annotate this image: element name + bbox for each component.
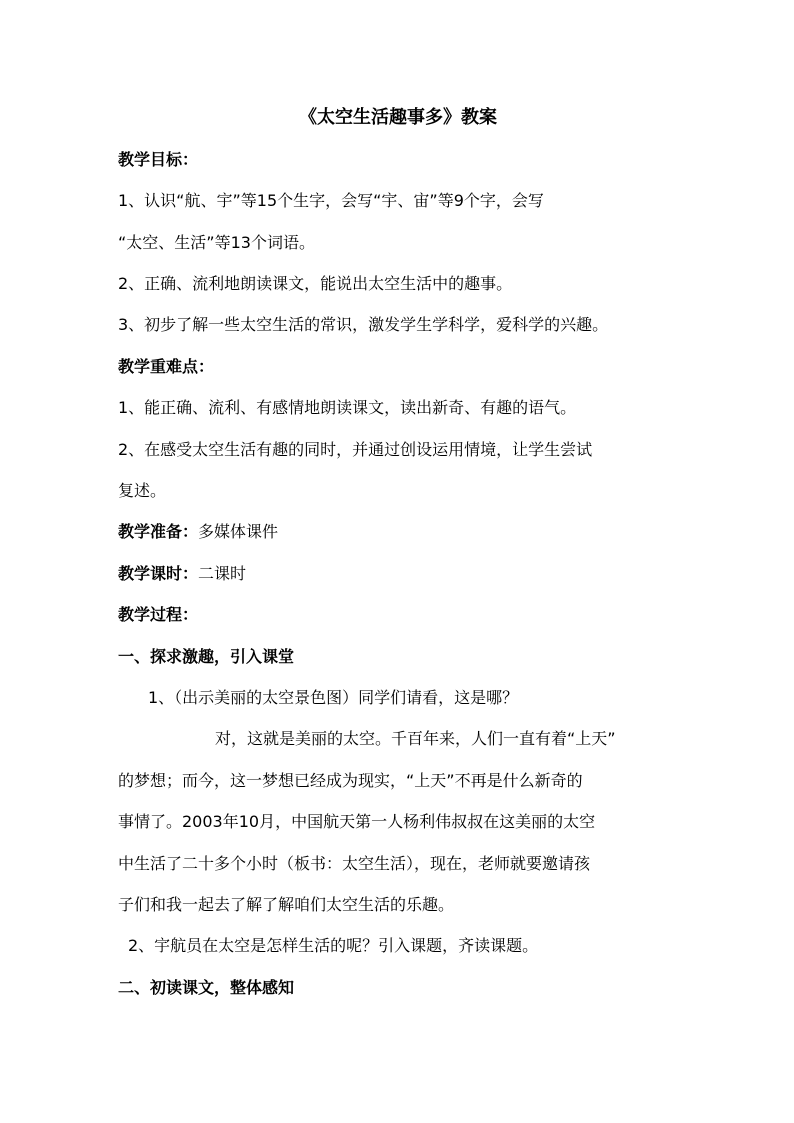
goal-item-3: 3、初步了解一些太空生活的常识，激发学生学科学，爱科学的兴趣。: [118, 315, 609, 334]
key-point-item-1: 1、能正确、流利、有感情地朗读课文，读出新奇、有趣的语气。: [118, 398, 577, 417]
goal-item-1-line-2: “太空、生活”等13个词语。: [118, 233, 315, 252]
section-1-step-1: 1、（出示美丽的太空景色图）同学们请看，这是哪？: [148, 688, 519, 707]
hours-row: [118, 564, 246, 584]
hours-label: 教学课时：: [118, 564, 199, 583]
document-title: 《太空生活趣事多》教案: [299, 107, 497, 128]
preparation-row: [118, 522, 278, 542]
preparation-value: 多媒体课件: [198, 522, 279, 541]
process-heading: 教学过程：: [118, 605, 199, 624]
key-point-item-2-line-2: 复述。: [118, 481, 167, 500]
goals-heading: 教学目标：: [118, 150, 199, 169]
key-point-item-2-line-1: 2、在感受太空生活有趣的同时，并通过创设运用情境，让学生尝试: [118, 440, 593, 459]
section-1-heading: 一、探求激趣，引入课堂: [118, 647, 295, 666]
section-1-paragraph-line-5: 子们和我一起去了解了解咱们太空生活的乐趣。: [118, 895, 455, 914]
section-1-paragraph-line-3: 事情了。2003年10月，中国航天第一人杨利伟叔叔在这美丽的太空: [118, 812, 596, 831]
key-points-heading: 教学重难点：: [118, 357, 215, 376]
preparation-label: 教学准备：: [118, 522, 199, 541]
goal-item-2: 2、正确、流利地朗读课文，能说出太空生活中的趣事。: [118, 274, 513, 293]
section-1-paragraph-line-4: 中生活了二十多个小时（板书：太空生活），现在，老师就要邀请孩: [118, 854, 591, 873]
goal-item-1-line-1: 1、认识“航、宇”等15个生字，会写“宇、宙”等9个字，会写: [118, 191, 544, 210]
section-1-paragraph-line-1: 对，这就是美丽的太空。千百年来，人们一直有着“上天”: [215, 729, 616, 748]
section-1-paragraph-line-2: 的梦想；而今，这一梦想已经成为现实，“上天”不再是什么新奇的: [118, 771, 583, 790]
section-2-heading: 二、初读课文，整体感知: [118, 978, 295, 997]
hours-value: 二课时: [198, 564, 247, 583]
section-1-step-2: 2、宇航员在太空是怎样生活的呢？引入课题，齐读课题。: [128, 936, 539, 955]
